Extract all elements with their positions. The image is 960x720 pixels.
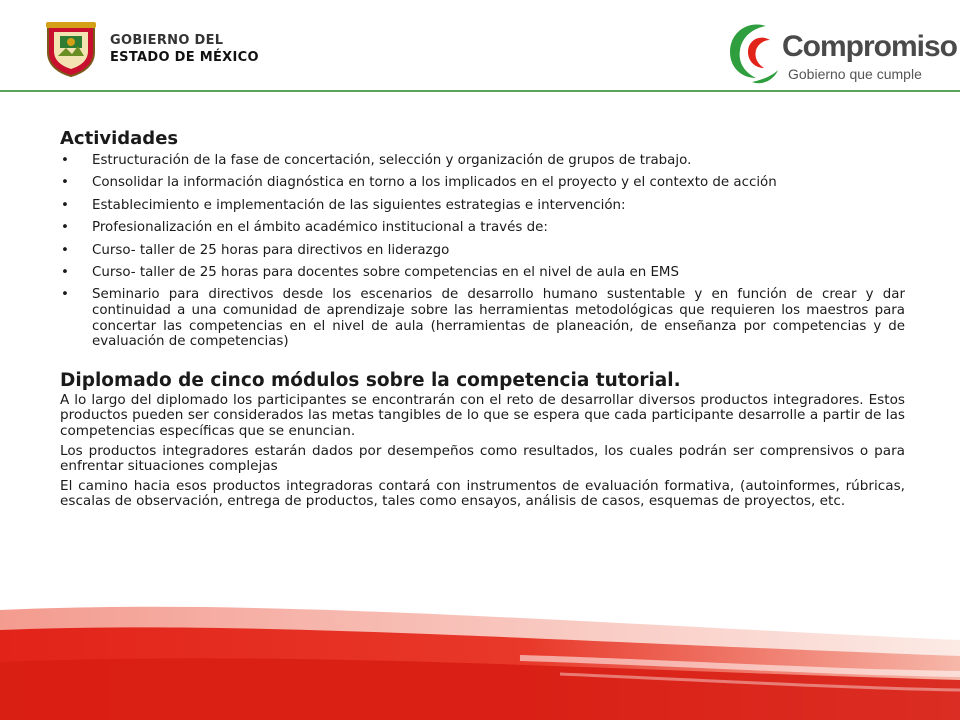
bullet-icon: • (61, 220, 69, 236)
bullet-icon: • (61, 264, 69, 280)
list-item: • Seminario para directivos desde los escenarios de desarrollo humano sustentable y en función de crear y dar continuidad a una comunidad de aprendizaje sobre las herramientas metodológicas que requieren los maestros para concertar las competencias en el nivel de aula (herramientas de planeación, de enseñanza por competencias y de evaluación de competencias) (61, 287, 905, 350)
activities-list (60, 153, 905, 350)
gobierno-line1: GOBIERNO DEL (110, 33, 224, 48)
bullet-icon: • (61, 153, 69, 168)
diplomado-paragraph-3: El camino hacia esos productos integradoras contará con instrumentos de evaluación formativa, (autoinformes, rúbricas, escalas de observación, entrega de productos, tales como ensayos, análisis de casos, esquemas de proyectos, etc. (60, 477, 905, 510)
gobierno-line2: ESTADO DE MÉXICO (110, 50, 259, 65)
header-divider (0, 90, 960, 92)
coat-of-arms-icon (42, 20, 100, 78)
compromiso-logo (722, 18, 958, 88)
list-item: • Establecimiento e implementación de las siguientes estrategias e intervención: (61, 197, 626, 213)
compromiso-title: Compromiso (782, 30, 958, 63)
activities-heading: Actividades (60, 128, 179, 149)
bullet-icon: • (61, 287, 69, 303)
diplomado-paragraph-2: Los productos integradores estarán dados por desempeños como resultados, los cuales podrán ser comprensivos o para enfrentar situaciones complejas (60, 442, 905, 475)
header (0, 0, 960, 92)
bullet-icon: • (61, 197, 69, 213)
slide-content (60, 128, 905, 514)
list-item: • Estructuración de la fase de concertación, selección y organización de grupos de trabajo. (61, 153, 692, 168)
gobierno-logo (42, 20, 259, 78)
list-item: • Consolidar la información diagnóstica en torno a los implicados en el proyecto y el contexto de acción (61, 175, 777, 191)
diplomado-paragraph-1: A lo largo del diplomado los participantes se encontrarán con el reto de desarrollar diversos productos integradores. Estos productos pueden ser considerados las metas tangibles de lo que se espera que cada participante desarrolle a partir de las competencias específicas que se enuncian. (60, 391, 905, 439)
diplomado-heading: Diplomado de cinco módulos sobre la competencia tutorial. (60, 369, 681, 391)
list-item: • Profesionalización en el ámbito académico institucional a través de: (61, 220, 548, 236)
compromiso-subtitle: Gobierno que cumple (788, 66, 922, 82)
bullet-icon: • (61, 175, 69, 191)
bullet-icon: • (61, 242, 69, 258)
compromiso-swirl-icon (722, 18, 782, 88)
list-item: • Curso- taller de 25 horas para directivos en liderazgo (61, 242, 450, 258)
footer-decoration (0, 570, 960, 720)
list-item: • Curso- taller de 25 horas para docentes sobre competencias en el nivel de aula en EMS (61, 264, 679, 280)
